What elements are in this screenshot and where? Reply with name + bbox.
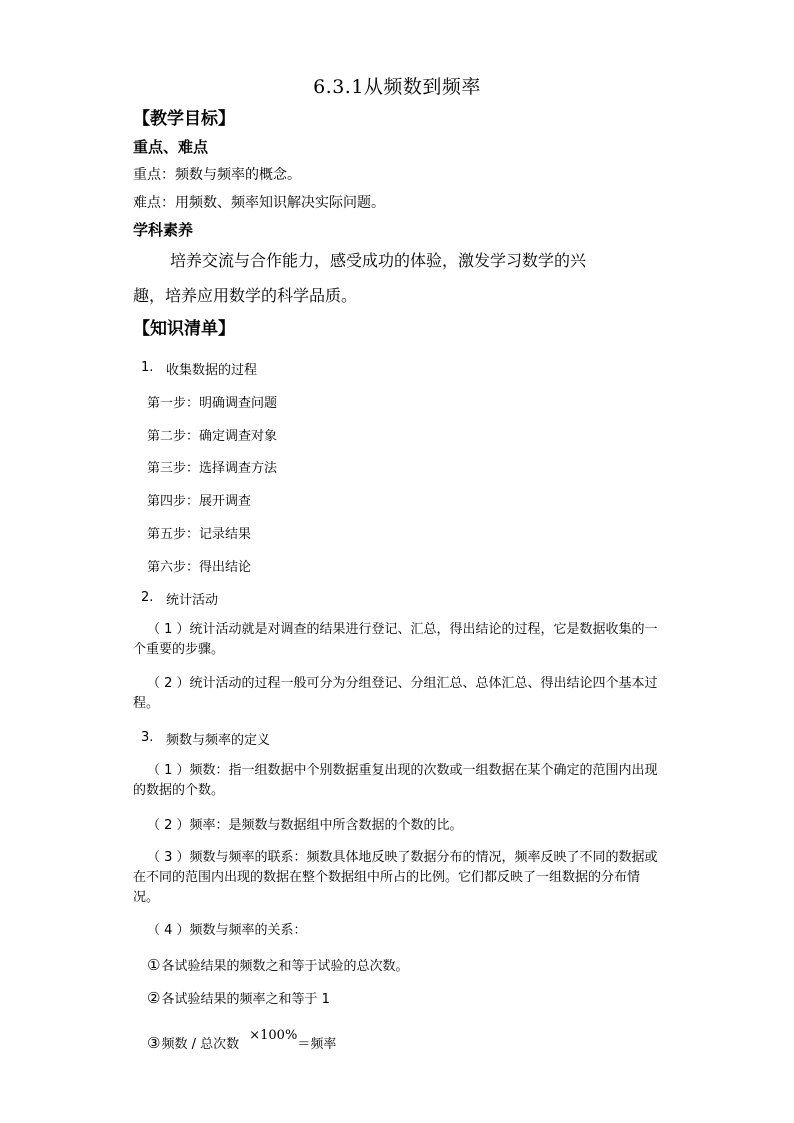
list-title-stat-activity: 统计活动 [166, 593, 219, 608]
stat-activity-paragraph-2: （ 2 ）统计活动的过程一般可分为分组登记、分组汇总、总体汇总、得出结论四个基本过程。 [133, 676, 658, 711]
page-title: 6.3.1从频数到频率 [313, 76, 481, 98]
section-knowledge-list: 【知识清单】 [133, 319, 235, 339]
list-title-definitions: 频数与频率的定义 [166, 733, 271, 748]
relation-1: ①各试验结果的频数之和等于试验的总次数。 [147, 956, 409, 974]
definition-connection: （ 3 ）频数与频率的联系：频数具体地反映了数据分布的情况，频率反映了不同的数据或在不同的范围内出现的数据在整个数据组中所占的比例。它们都反映了一组数据的分布情况。 [133, 850, 658, 905]
circled-number-3: ③ [147, 1034, 161, 1052]
step-1: 第一步：明确调查问题 [147, 396, 278, 411]
relation-2: ②各试验结果的频率之和等于 1 [147, 989, 330, 1007]
definition-relationship: （ 4 ）频数与频率的关系： [147, 923, 307, 938]
list-number-1: 1. [141, 360, 154, 375]
relation-3: ③频数 / 总次数 ×100%＝频率 [147, 1028, 337, 1052]
subheading-key-difficult: 重点、难点 [133, 138, 209, 156]
literacy-line-1: 培养交流与合作能力，感受成功的体验，激发学习数学的兴 [170, 251, 587, 270]
definition-frequency-count: （ 1 ）频数：指一组数据中个别数据重复出现的次数或一组数据在某个确定的范围内出现的数据的个数。 [133, 763, 658, 798]
circled-number-2: ② [147, 989, 161, 1007]
stat-activity-paragraph-1: （ 1 ）统计活动就是对调查的结果进行登记、汇总，得出结论的过程，它是数据收集的一个重要的步骤。 [133, 622, 658, 657]
list-number-3: 3. [141, 730, 154, 745]
literacy-line-2: 趣，培养应用数学的科学品质。 [133, 286, 358, 305]
step-5: 第五步：记录结果 [147, 527, 252, 542]
definition-frequency-rate: （ 2 ）频率：是频数与数据组中所含数据的个数的比。 [147, 818, 463, 833]
circled-number-1: ① [147, 956, 161, 974]
step-6: 第六步：得出结论 [147, 560, 252, 575]
step-3: 第三步：选择调查方法 [147, 461, 278, 476]
step-2: 第二步：确定调查对象 [147, 429, 278, 444]
list-number-2: 2. [141, 590, 154, 605]
section-teaching-goals: 【教学目标】 [133, 109, 235, 129]
difficult-point-text: 难点：用频数、频率知识解决实际问题。 [133, 195, 385, 211]
step-4: 第四步：展开调查 [147, 494, 252, 509]
percent-formula: ×100% [249, 1028, 298, 1043]
subheading-literacy: 学科素养 [133, 221, 194, 239]
list-title-collect-data: 收集数据的过程 [166, 363, 258, 378]
key-point-text: 重点：频数与频率的概念。 [133, 167, 301, 183]
